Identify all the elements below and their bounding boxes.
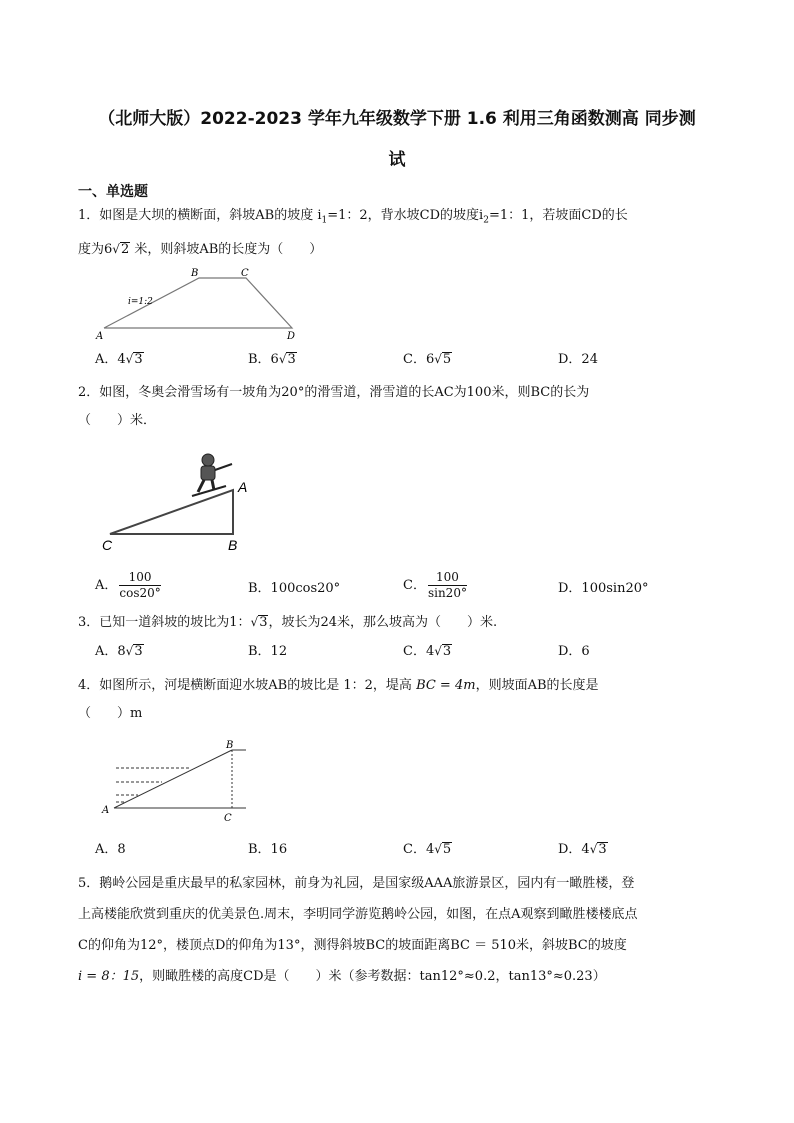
q3-radicand: 3 [259, 615, 268, 630]
q3-options [95, 640, 715, 668]
q4-option-d[interactable]: D．4√3 [558, 842, 607, 857]
q2-option-d[interactable]: D．100sin20° [558, 581, 649, 596]
fig2-label-a: A [238, 479, 248, 495]
page-title-continued: 试 [388, 150, 406, 170]
q1-subscript-2: 2 [483, 215, 489, 226]
q1-text: =1：1，若坡面CD的长 [488, 208, 628, 223]
ski-slope-figure [100, 450, 260, 556]
q1-options [95, 348, 715, 376]
q3-option-b[interactable]: B．12 [248, 644, 288, 659]
q4-text: （ ）m [78, 706, 143, 721]
skier-icon [192, 454, 232, 496]
q1-text: 1．如图是大坝的横断面，斜坡AB的坡度 i [78, 208, 322, 223]
q1-option-c[interactable]: C．6√5 [403, 352, 452, 367]
q3-text: ，坡长为24米，那么坡高为（ ）米. [268, 615, 498, 630]
q4-options [95, 838, 715, 866]
q1-text: 度为6 [78, 241, 113, 257]
fig1-label-b: B [191, 268, 199, 279]
q1-option-a[interactable]: A．4√3 [95, 352, 143, 367]
fig1-label-d: D [287, 331, 296, 342]
q4-option-c[interactable]: C．4√5 [403, 842, 452, 857]
q1-text: =1：2，背水坡CD的坡度i [327, 208, 484, 223]
q2-options [95, 566, 715, 606]
fig1-label-c: C [241, 268, 249, 279]
question-4 [78, 672, 718, 728]
q3-option-a[interactable]: A．8√3 [95, 644, 143, 659]
fig1-slope-label: i=1:2 [128, 297, 153, 307]
fig4-label-a: A [102, 805, 110, 816]
q4-text: 4．如图所示，河堤横断面迎水坡AB的坡比是 [78, 678, 340, 693]
q1-option-d[interactable]: D．24 [558, 352, 598, 367]
q2-text: 2．如图，冬奥会滑雪场有一坡角为20°的滑雪道，滑雪道的长AC为100米，则BC的长为 [78, 385, 590, 400]
q2-option-b[interactable]: B．100cos20° [248, 581, 341, 596]
q4-ratio: 1：2 [343, 678, 373, 693]
fig4-label-c: C [224, 813, 232, 824]
q5-text: 上高楼能欣赏到重庆的优美景色.周末，李明同学游览鹅岭公园，如图，在点A观察到瞰胜楼楼底点 [78, 907, 638, 922]
q3-option-d[interactable]: D．6 [558, 644, 590, 659]
page-title: （北师大版）2022-2023 学年九年级数学下册 1.6 利用三角函数测高 同步测 [98, 109, 696, 129]
river-embankment-figure [98, 738, 250, 828]
q2-option-c[interactable]: C． $\frac{100}{\sin 20^\circ}$ [403, 570, 467, 600]
fig2-label-c: C [102, 537, 113, 553]
q1-subscript-1: 1 [321, 215, 328, 226]
q4-text: ，则坡面AB的长度是 [475, 678, 599, 693]
q2-text: （ ）米． [78, 413, 157, 428]
q5-text: ，则瞰胜楼的高度CD是（ ）米（参考数据：tan12°≈0.2，tan13°≈0.23） [139, 969, 606, 984]
question-3: 3．已知一道斜坡的坡比为1：√3，坡长为24米，那么坡高为（ ）米. [78, 615, 498, 630]
q5-slope: i = 8：15 [78, 969, 140, 984]
question-5 [78, 868, 718, 992]
question-1: 1．如图是大坝的横断面，斜坡AB的坡度 $i_1=1$：2，背水坡CD的坡度$i_2=1$：1，若坡面CD的长 度为6√2 米，则斜坡AB的长度为（ ） [78, 208, 628, 257]
question-2 [78, 379, 718, 435]
section-heading: 一、单选题 [78, 184, 148, 200]
fig2-label-b: B [228, 537, 238, 553]
fig1-label-a: A [96, 331, 104, 342]
fig4-label-b: B [226, 740, 234, 751]
q5-text: 5．鹅岭公园是重庆最早的私家园林，前身为礼园，是国家级AAA旅游景区，园内有一瞰胜楼，登 [78, 876, 635, 891]
q1-text: 米，则斜坡AB的长度为（ ） [130, 241, 323, 257]
q3-option-c[interactable]: C．4√3 [403, 644, 452, 659]
q4-option-b[interactable]: B．16 [248, 842, 288, 857]
q3-text: 3．已知一道斜坡的坡比为1： [78, 615, 251, 630]
q4-height: BC = 4m [416, 678, 476, 693]
q1-radicand: 2 [120, 241, 130, 257]
q4-option-a[interactable]: A．8 [95, 842, 126, 857]
q4-text: ，堤高 [372, 678, 412, 693]
q5-text: C的仰角为12°，楼顶点D的仰角为13°，测得斜坡BC的坡面距离BC ＝ 510米，斜坡BC的坡度 [78, 938, 627, 953]
q1-option-b[interactable]: B．6√3 [248, 352, 296, 367]
q2-option-a[interactable]: A． $\frac{100}{\cos 20^\circ}$ [95, 570, 161, 600]
dam-cross-section-figure [94, 266, 304, 342]
